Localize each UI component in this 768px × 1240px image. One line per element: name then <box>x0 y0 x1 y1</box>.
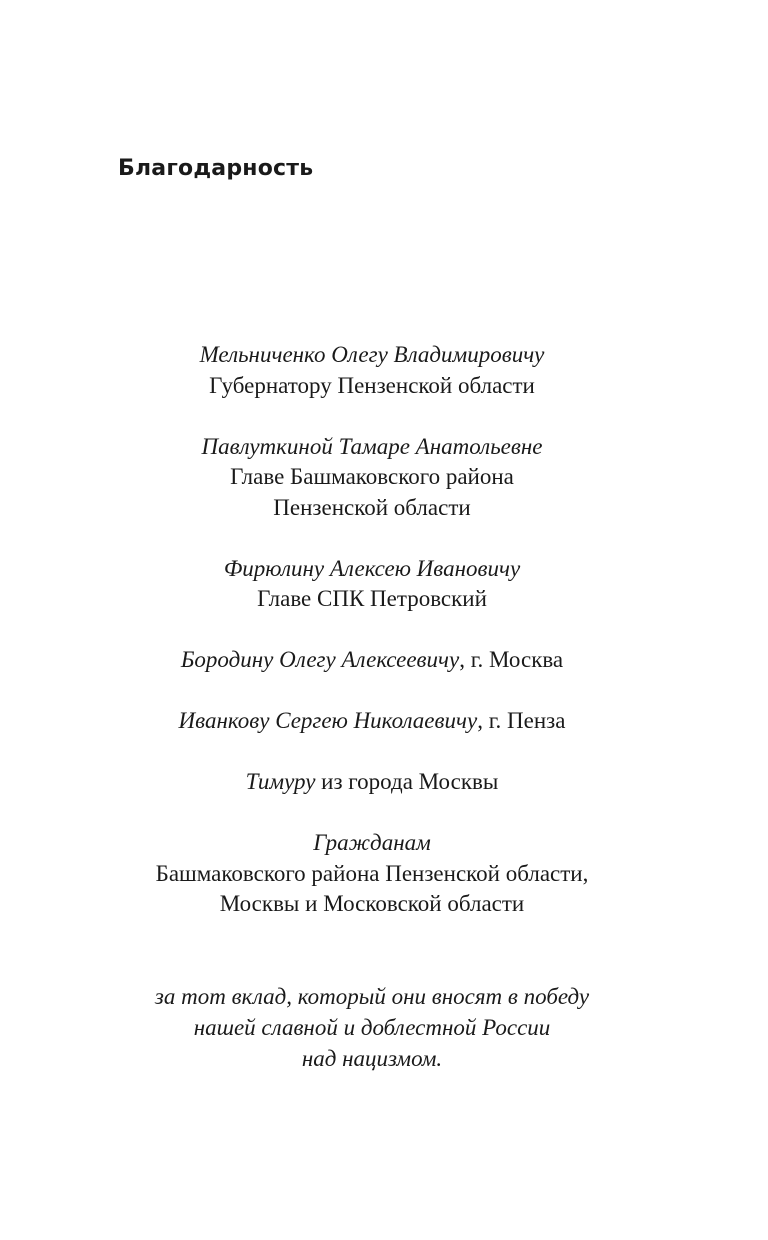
dedication-list <box>60 340 684 920</box>
page-title: Благодарность <box>118 156 314 181</box>
dedicatee-name: Тимуру <box>245 769 316 794</box>
closing-line: за тот вклад, который они вносят в победу <box>154 984 590 1009</box>
dedicatee-title: Башмаковского района Пензенской области, <box>155 860 589 886</box>
dedication-line <box>60 645 684 676</box>
dedicatee-name: Гражданам <box>313 830 431 855</box>
dedication-line <box>60 706 684 737</box>
dedicatee-title: Главе Башмаковского района <box>230 464 514 489</box>
dedication-item <box>60 554 684 615</box>
dedication-item <box>60 645 684 676</box>
closing-line: нашей славной и доблестной России <box>193 1015 551 1040</box>
dedicatee-name: Павлуткиной Тамаре Анатольевне <box>201 433 543 459</box>
dedication-item <box>60 767 684 798</box>
dedicatee-name: Иванкову Сергею Николаевичу <box>178 708 478 733</box>
dedicatee-name: Бородину Олегу Алексеевичу <box>180 647 460 672</box>
dedicatee-title: Москвы и Московской области <box>219 891 525 916</box>
dedicatee-title: Пензенской области <box>273 494 471 520</box>
dedication-item <box>60 432 684 524</box>
dedicatee-name: Мельниченко Олегу Владимировичу <box>199 342 545 367</box>
dedication-item <box>60 706 684 737</box>
dedication-item <box>60 340 684 401</box>
dedicatee-city: , г. Пенза <box>477 708 566 733</box>
dedicatee-city: , г. Москва <box>459 647 564 672</box>
dedicatee-title: Главе СПК Петровский <box>257 586 487 611</box>
closing-statement <box>60 981 684 1074</box>
dedicatee-title: Губернатору Пензенской области <box>209 372 535 398</box>
closing-line: над нацизмом. <box>301 1046 443 1071</box>
dedicatee-name: Фирюлину Алексею Ивановичу <box>223 555 521 581</box>
dedication-line <box>60 767 684 798</box>
dedicatee-city: из города Москвы <box>315 769 499 794</box>
dedication-item <box>60 828 684 920</box>
